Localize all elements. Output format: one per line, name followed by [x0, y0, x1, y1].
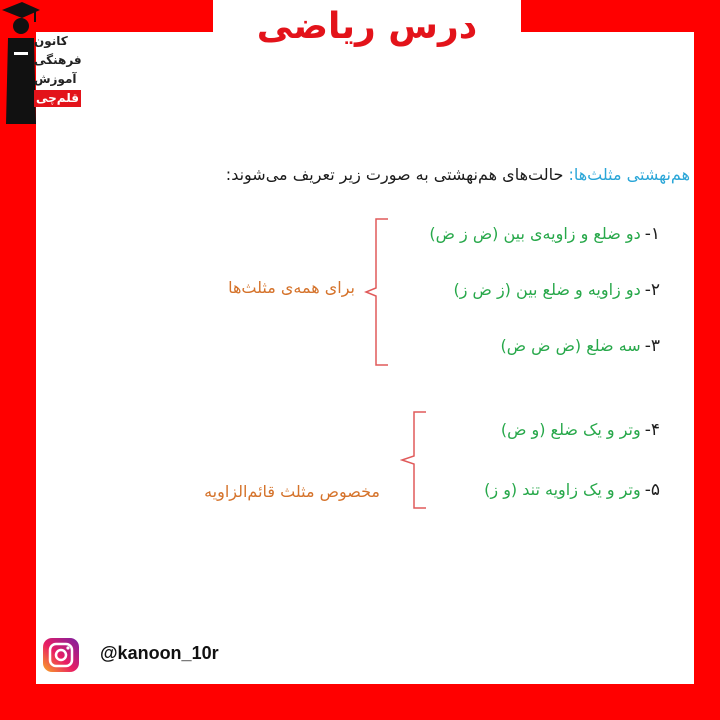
group-label-all: برای همه‌ی مثلث‌ها	[228, 278, 355, 297]
logo-line-4: قلم‌چی	[36, 91, 79, 105]
case-item-3	[500, 336, 660, 356]
intro-highlight: هم‌نهشتی مثلث‌ها:	[568, 165, 690, 184]
case-text: وتر و یک ضلع (و ض)	[500, 420, 641, 439]
intro-text: حالت‌های هم‌نهشتی به صورت زیر تعریف می‌شوند:	[225, 165, 569, 184]
case-number: ۲-	[644, 280, 660, 300]
case-item-5	[484, 480, 660, 500]
brace-all-triangles	[364, 217, 392, 367]
logo-line-1: کانون	[34, 34, 68, 48]
case-number: ۴-	[644, 420, 660, 440]
group-label-right: مخصوص مثلث قائم‌الزاویه	[204, 482, 380, 501]
case-text: دو زاویه و ضلع بین (ز ض ز)	[453, 280, 641, 299]
instagram-icon[interactable]	[43, 638, 79, 672]
page-title: درس ریاضی	[256, 5, 478, 47]
kanoon-logo	[0, 0, 100, 130]
logo-line-3: آموزش	[34, 72, 77, 86]
case-number: ۱-	[644, 224, 660, 244]
logo-line-2: فرهنگی	[34, 53, 82, 67]
intro-line	[226, 165, 690, 184]
case-text: وتر و یک زاویه تند (و ز)	[484, 480, 641, 499]
case-number: ۳-	[644, 336, 660, 356]
social-handle[interactable]: @kanoon_10r	[100, 643, 219, 663]
case-item-4	[501, 420, 660, 440]
title-banner	[213, 0, 521, 52]
case-item-2	[453, 280, 660, 300]
brace-right-triangle	[400, 410, 430, 510]
case-text: دو ضلع و زاویه‌ی بین (ض ز ض)	[429, 224, 641, 243]
case-number: ۵-	[644, 480, 660, 500]
logo-text	[34, 33, 88, 107]
case-item-1	[429, 224, 660, 244]
case-text: سه ضلع (ض ض ض)	[500, 336, 641, 355]
